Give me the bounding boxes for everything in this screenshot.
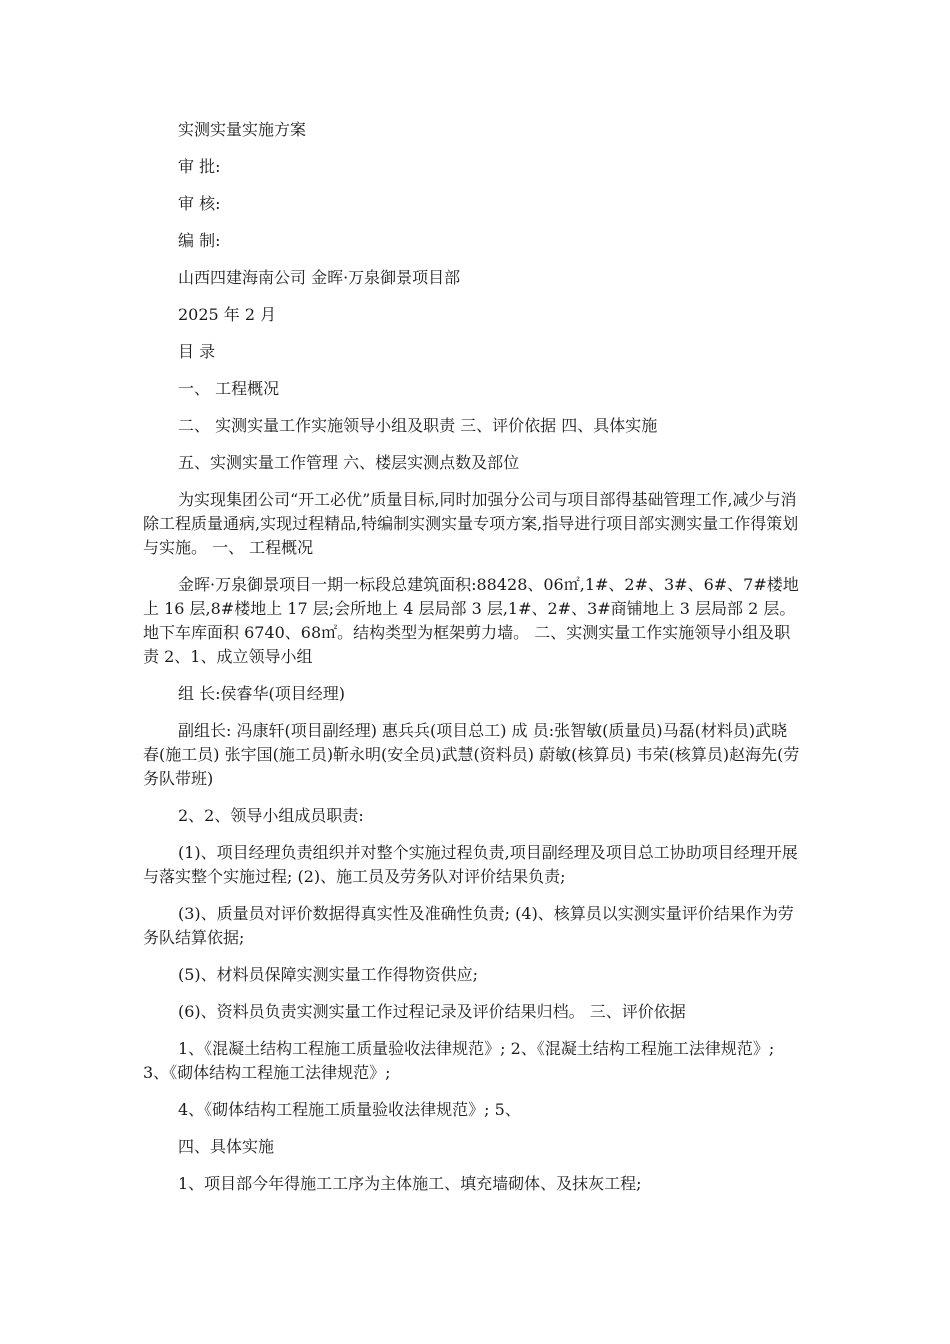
body-paragraph: (1)、项目经理负责组织并对整个实施过程负责,项目副经理及项目总工协助项目经理开展与落实整个实施过程; (2)、施工员及劳务队对评价结果负责; xyxy=(143,843,798,886)
body-paragraph: 1、项目部今年得施工工序为主体施工、填充墙砌体、及抹灰工程; xyxy=(178,1174,642,1193)
toc-item: 五、实测实量工作管理 六、楼层实测点数及部位 xyxy=(178,453,520,472)
toc-item: 一、 工程概况 xyxy=(178,379,280,398)
body-paragraph: 1、《混凝土结构工程施工质量验收法律规范》; 2、《混凝土结构工程施工法律规范》; 3、《砌体结构工程施工法律规范》; xyxy=(143,1039,775,1082)
toc-item: 二、 实测实量工作实施领导小组及职责 三、评价依据 四、具体实施 xyxy=(178,416,658,435)
date-line: 2025 年 2 月 xyxy=(178,305,277,324)
review-line: 审 核: xyxy=(178,194,221,213)
body-paragraph: 金晖·万泉御景项目一期一标段总建筑面积:88428、06㎡,1#、2#、3#、6#、7#楼地上 16 层,8#楼地上 17 层;会所地上 4 层局部 3 层,1#、2#、3#商铺地上 3 层局部 2 层。地下车库面积 6740、68㎡。结构类型为框架剪力墙。 二、实测实量工作实施领导小组及职责 2、1、成立领导小组 xyxy=(143,575,799,666)
toc-heading: 目 录 xyxy=(178,342,216,361)
section-heading: 四、具体实施 xyxy=(178,1137,275,1156)
document-title: 实测实量实施方案 xyxy=(178,120,307,139)
body-paragraph: 4、《砌体结构工程施工质量验收法律规范》; 5、 xyxy=(178,1100,521,1119)
document-page xyxy=(143,118,803,1209)
organization-line: 山西四建海南公司 金晖·万泉御景项目部 xyxy=(178,268,461,287)
body-paragraph: (3)、质量员对评价数据得真实性及准确性负责; (4)、核算员以实测实量评价结果作为劳务队结算依据; xyxy=(143,904,794,947)
body-paragraph: 副组长: 冯康轩(项目副经理) 惠兵兵(项目总工) 成 员:张智敏(质量员)马磊(材料员)武晓春(施工员) 张宇国(施工员)靳永明(安全员)武慧(资料员) 蔚敏(核算员) 韦荣(核算员)赵海先(劳务队带班) xyxy=(143,721,800,788)
body-paragraph: (5)、材料员保障实测实量工作得物资供应; xyxy=(178,965,479,984)
body-paragraph: 为实现集团公司“开工必优”质量目标,同时加强分公司与项目部得基础管理工作,减少与消除工程质量通病,实现过程精品,特编制实测实量专项方案,指导进行项目部实测实量工作得策划与实施。 一、 工程概况 xyxy=(143,490,799,557)
body-paragraph: (6)、资料员负责实测实量工作过程记录及评价结果归档。 三、评价依据 xyxy=(178,1002,686,1021)
body-paragraph: 2、2、领导小组成员职责: xyxy=(178,806,364,825)
body-paragraph: 组 长:侯睿华(项目经理) xyxy=(178,684,345,703)
compiler-line: 编 制: xyxy=(178,231,221,250)
approval-line: 审 批: xyxy=(178,157,221,176)
